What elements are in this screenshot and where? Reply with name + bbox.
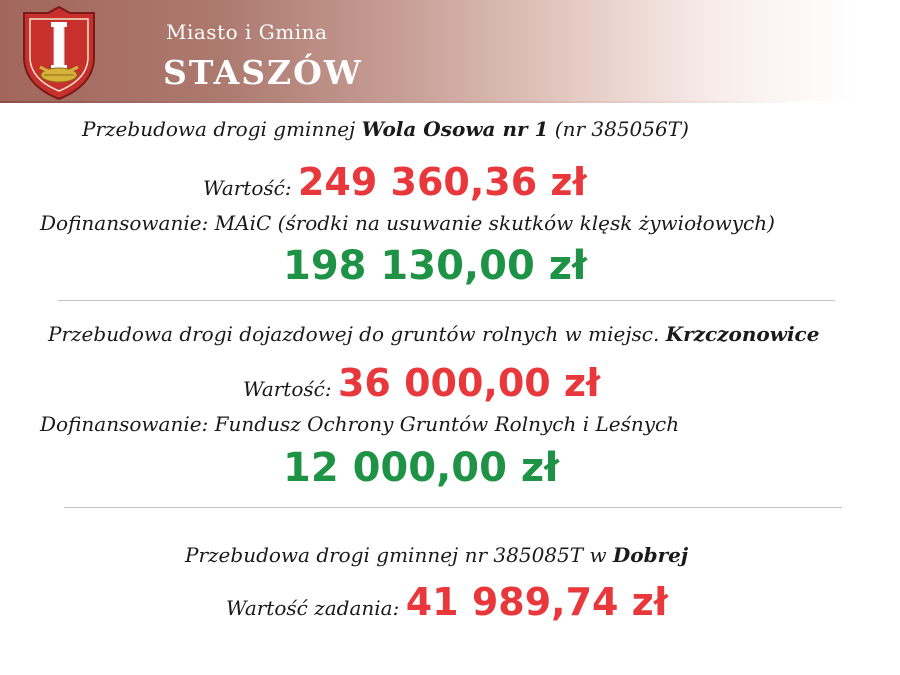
project-2-value: 36 000,00 zł (337, 361, 601, 405)
project-2-value-row (243, 361, 600, 405)
header-title: STASZÓW (163, 53, 363, 92)
project-1-value-label: Wartość: (203, 176, 292, 200)
project-2-place: Krzczonowice (665, 322, 820, 346)
project-2-funding-label: Dofinansowanie: Fundusz Ochrony Gruntów Rolnych i Leśnych (40, 412, 680, 436)
project-2-value-label: Wartość: (243, 377, 332, 401)
header-banner-line (0, 101, 900, 103)
header-banner (0, 0, 900, 103)
project-2-funding-amount: 12 000,00 zł (283, 445, 559, 491)
header-subtitle: Miasto i Gmina (166, 20, 328, 44)
project-1-place: Wola Osowa nr 1 (361, 117, 549, 141)
project-1-value-row (203, 160, 587, 204)
project-3-title: Przebudowa drogi gminnej nr 385085T w Dobrej (185, 543, 689, 567)
project-1-funding-label: Dofinansowanie: MAiC (środki na usuwanie skutków klęsk żywiołowych) (40, 211, 775, 235)
divider-1 (58, 300, 835, 301)
project-3-value-row (226, 580, 668, 624)
project-3-value: 41 989,74 zł (405, 580, 668, 624)
coat-of-arms-icon (18, 5, 100, 101)
project-1-funding-amount: 198 130,00 zł (283, 243, 587, 289)
project-2-title: Przebudowa drogi dojazdowej do gruntów rolnych w miejsc. Krzczonowice (48, 322, 820, 346)
project-3-place: Dobrej (612, 543, 689, 567)
project-1-value: 249 360,36 zł (297, 160, 587, 204)
project-3-value-label: Wartość zadania: (226, 596, 400, 620)
project-1-title: Przebudowa drogi gminnej Wola Osowa nr 1 (nr 385056T) (82, 117, 689, 141)
divider-2 (64, 507, 842, 508)
